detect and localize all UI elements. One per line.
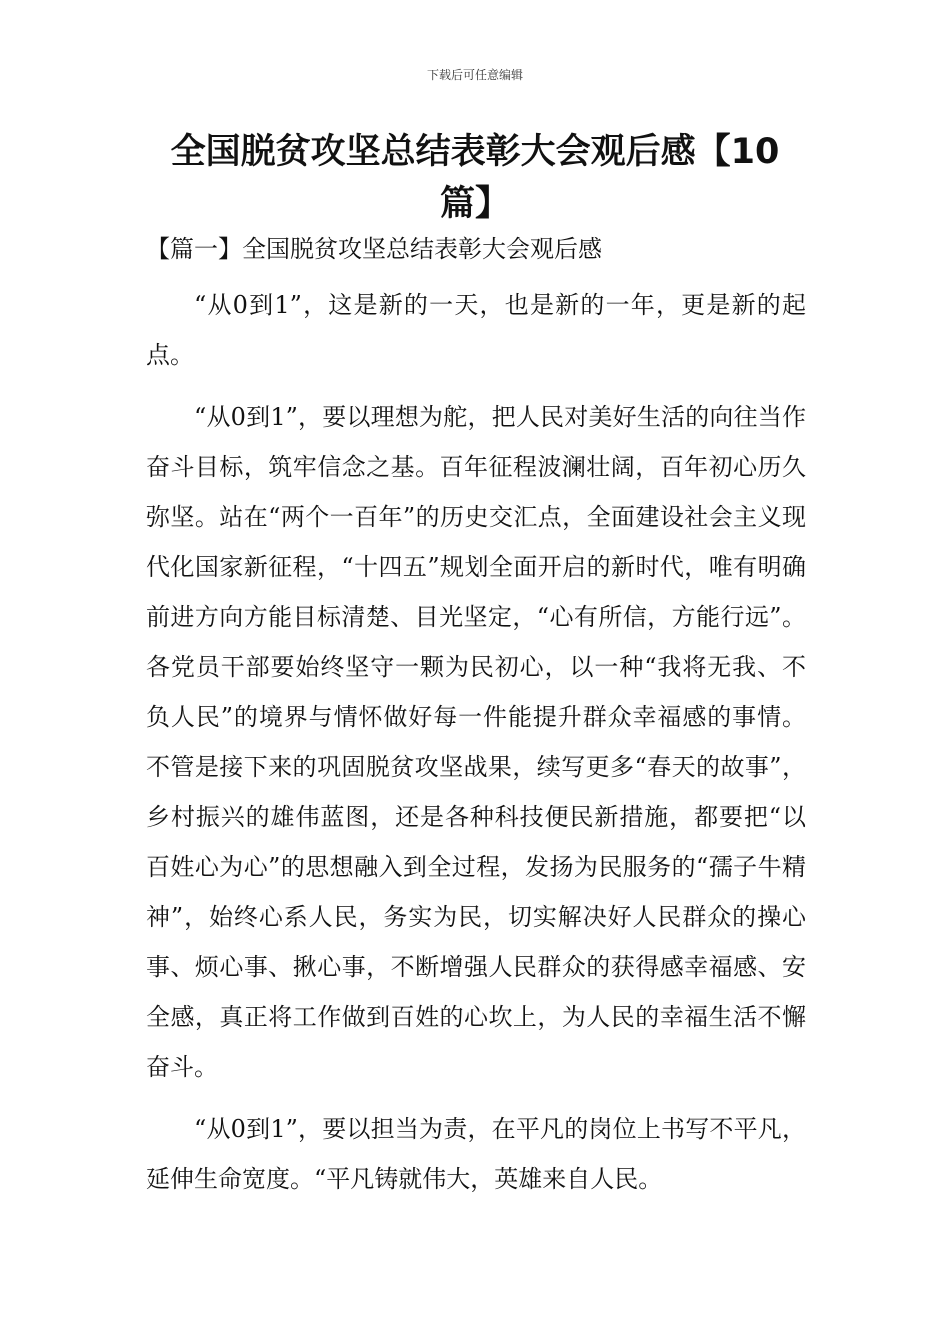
section-heading: 【篇一】全国脱贫攻坚总结表彰大会观后感 (146, 235, 602, 263)
header-note: 下载后可任意编辑 (426, 68, 523, 82)
paragraph-1: “从0到1”，这是新的一天，也是新的一年，更是新的起点。 (146, 291, 806, 369)
document-title: 全国脱贫攻坚总结表彰大会观后感【10篇】 (170, 132, 780, 224)
document-body (146, 230, 806, 1204)
paragraph-2: “从0到1”，要以理想为舵，把人民对美好生活的向往当作奋斗目标，筑牢信念之基。百年征程波澜壮阔，百年初心历久弥坚。站在“两个一百年”的历史交汇点，全面建设社会主义现代化国家新征程，“十四五”规划全面开启的新时代，唯有明确前进方向方能目标清楚、目光坚定，“心有所信，方能行远”。各党员干部要始终坚守一颗为民初心，以一种“我将无我、不负人民”的境界与情怀做好每一件能提升群众幸福感的事情。不管是接下来的巩固脱贫攻坚战果，续写更多“春天的故事”，乡村振兴的雄伟蓝图，还是各种科技便民新措施，都要把“以百姓心为心”的思想融入到全过程，发扬为民服务的“孺子牛精神”，始终心系人民，务实为民，切实解决好人民群众的操心事、烦心事、揪心事，不断增强人民群众的获得感幸福感、安全感，真正将工作做到百姓的心坎上，为人民的幸福生活不懈奋斗。 (146, 403, 806, 1081)
paragraph-3: “从0到1”，要以担当为责，在平凡的岗位上书写不平凡，延伸生命宽度。“平凡铸就伟大，英雄来自人民。 (146, 1115, 806, 1193)
